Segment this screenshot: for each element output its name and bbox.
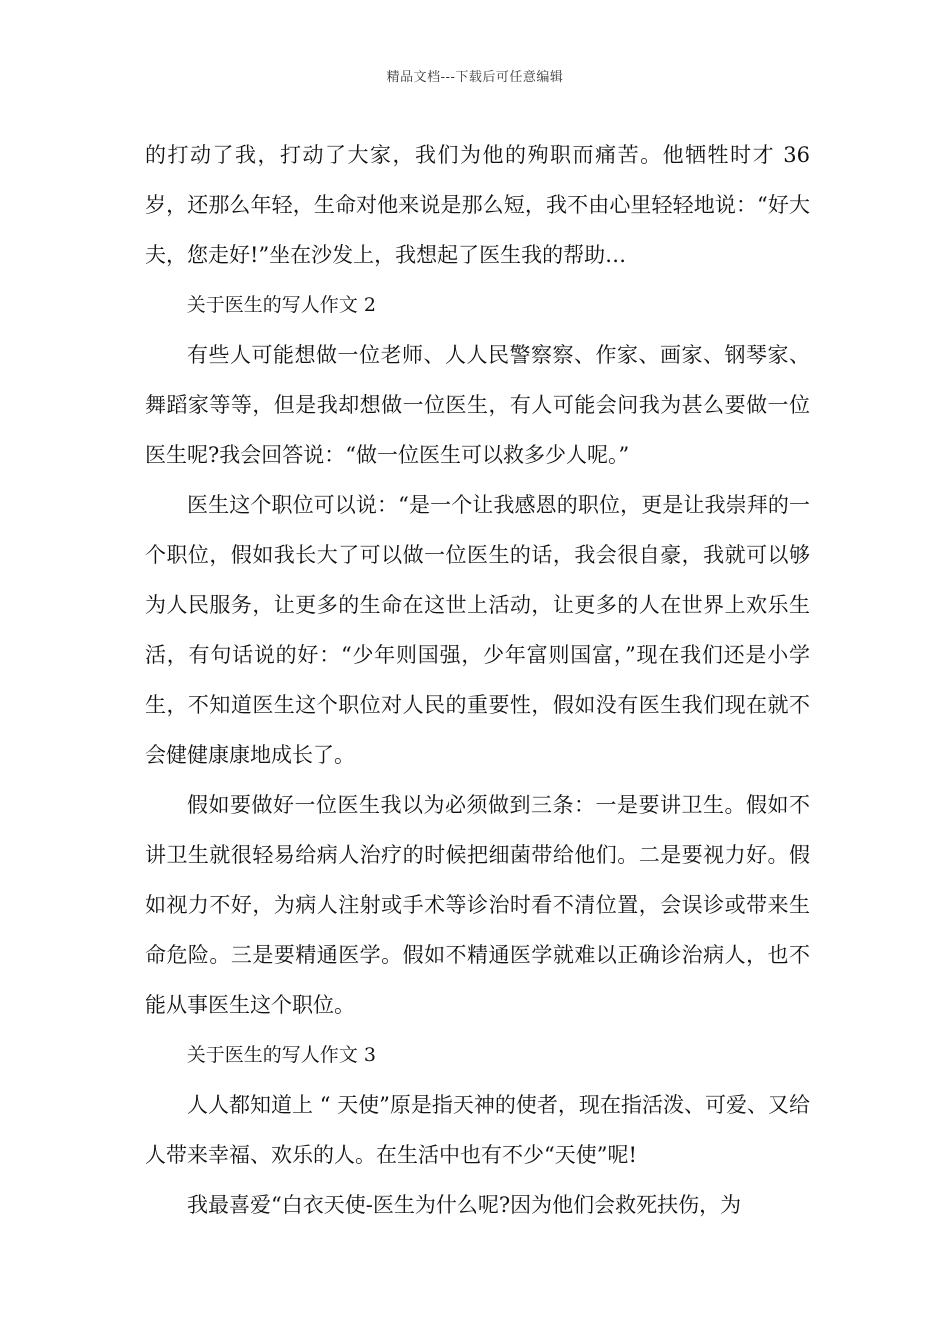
paragraph: 假如要做好一位医生我以为必须做到三条：一是要讲卫生。假如不讲卫生就很轻易给病人治疗的时候把细菌带给他们。二是要视力好。假如视力不好，为病人注射或手术等诊治时看不清位置，会误诊或带来生命危险。三是要精通医学。假如不精通医学就难以正确诊治病人，也不能从事医生这个职位。 — [145, 793, 810, 1017]
page-header: 精品文档---下载后可任意编辑 — [386, 70, 564, 85]
paragraph: 有些人可能想做一位老师、人人民警察察、作家、画家、钢琴家、舞蹈家等等，但是我却想做一位医生，有人可能会问我为甚么要做一位医生呢?我会回答说：“做一位医生可以救多少人呢。” — [145, 343, 810, 467]
paragraph: 我最喜爱“白衣天使-医生为什么呢?因为他们会救死扶伤，为 — [187, 1193, 742, 1217]
section-heading-2: 关于医生的写人作文 2 — [186, 294, 376, 316]
paragraph-continuation: 的打动了我，打动了大家，我们为他的殉职而痛苦。他牺牲时才 36 岁，还那么年轻，生命对他来说是那么短，我不由心里轻轻地说：“好大夫，您走好!”坐在沙发上，我想起了医生我的帮助… — [145, 143, 810, 267]
paragraph: 医生这个职位可以说：“是一个让我感恩的职位，更是让我崇拜的一个职位，假如我长大了可以做一位医生的话，我会很自豪，我就可以够为人民服务，让更多的生命在这世上活动，让更多的人在世界上欢乐生活，有句话说的好：“少年则国强，少年富则国富，”现在我们还是小学生，不知道医生这个职位对人民的重要性，假如没有医生我们现在就不会健健康康地成长了。 — [145, 493, 810, 767]
document-body — [145, 130, 810, 1230]
paragraph: 人人都知道上 “ 天使”原是指天神的使者，现在指活泼、可爱、又给人带来幸福、欢乐的人。在生活中也有不少“天使”呢! — [145, 1093, 810, 1167]
section-heading-3: 关于医生的写人作文 3 — [186, 1044, 376, 1066]
